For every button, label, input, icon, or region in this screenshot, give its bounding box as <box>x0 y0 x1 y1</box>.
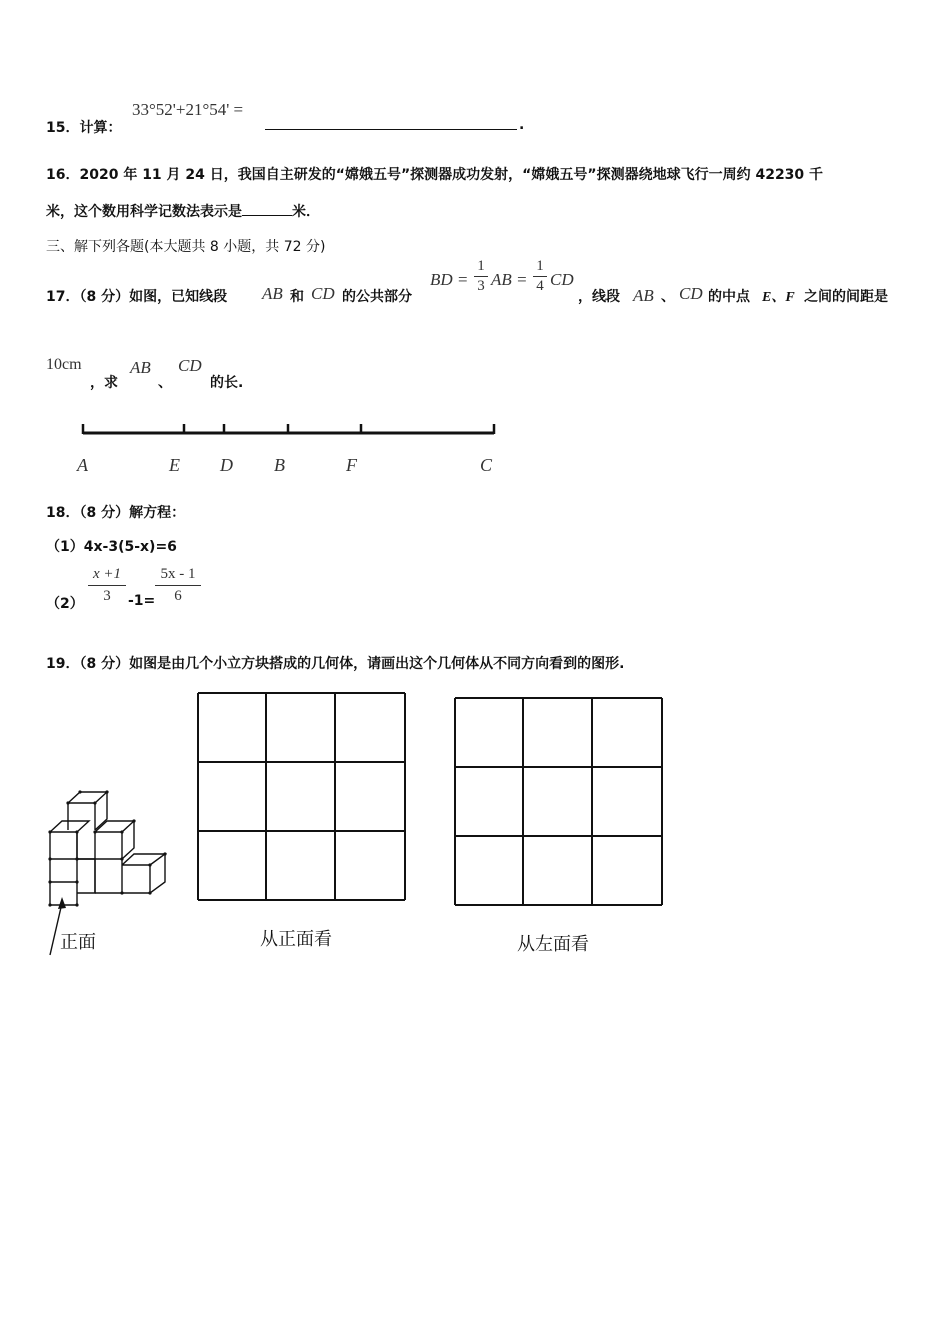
q16-line2 <box>46 201 320 221</box>
cube-mid-left <box>50 821 89 859</box>
q18-part1: （1）4x-3(5-x)=6 <box>46 539 177 555</box>
q17-seg-text: ，线段 <box>578 289 620 305</box>
q17-sep: 、 <box>661 289 675 305</box>
q18-title: 18．（8 分）解方程： <box>46 505 186 521</box>
q16-answer-blank[interactable] <box>242 201 292 216</box>
point-label-c: C <box>480 455 493 475</box>
q17-tail: 的长. <box>210 375 244 391</box>
q17-frac2-num: 1 <box>536 258 544 274</box>
grid-front-view[interactable] <box>195 690 410 905</box>
cube-mid-right <box>95 821 134 859</box>
q17-ab-eq: AB = <box>491 270 528 289</box>
q17-midpoints: 的中点 <box>708 289 750 305</box>
section-3-title: 三、解下列各题(本大题共 8 小题，共 72 分) <box>46 239 326 255</box>
q15-period: . <box>519 117 525 133</box>
q17-segment-diagram <box>70 420 510 480</box>
point-label-e: E <box>169 455 180 475</box>
q18-frac1 <box>88 566 126 605</box>
q19-title: 19．（8 分）如图是由几个小立方块搭成的几何体，请画出这个几何体从不同方向看到的图形. <box>46 656 625 672</box>
q18-part2-label: （2） <box>46 596 84 612</box>
q17-cd2: CD <box>679 284 703 303</box>
q17-frac2 <box>533 258 547 295</box>
q16-line2-text: 米，这个数用科学记数法表示是 <box>46 204 242 220</box>
point-label-a: A <box>77 455 88 475</box>
q17-frac2-bar <box>533 276 547 277</box>
q17-dist: 之间的间距是 <box>804 289 888 305</box>
q16-line2-unit: 米． <box>292 204 320 220</box>
q17-prefix: 17．（8 分）如图，已知线段 <box>46 289 228 305</box>
q16-line1: 16．2020 年 11 月 24 日，我国自主研发的“嫦娥五号”探测器成功发射，“嫦娥五号”探测器绕地球飞行一周约 42230 千 <box>46 167 824 183</box>
q17-and: 和 <box>290 289 304 305</box>
q17-frac1-den: 3 <box>477 278 485 294</box>
front-arrow-head <box>58 897 66 909</box>
q17-common: 的公共部分 <box>342 289 412 305</box>
q17-sep2: 、 <box>158 375 172 391</box>
q18-frac2-num: 5x - 1 <box>160 566 196 582</box>
point-label-f: F <box>346 455 357 475</box>
q17-cd: CD <box>311 284 335 303</box>
cube-bottom-right <box>95 854 165 893</box>
q17-cd3: CD <box>178 356 202 375</box>
point-label-b: B <box>274 455 285 475</box>
q17-frac1-bar <box>474 276 488 277</box>
q18-frac2-den: 6 <box>174 588 182 604</box>
q17-cd-end: CD <box>550 270 574 289</box>
grid-front-caption: 从正面看 <box>260 929 332 950</box>
cube-bottom-left-column <box>50 859 77 905</box>
q17-ab2: AB <box>633 286 654 305</box>
q17-frac1 <box>474 258 488 295</box>
grid-left-caption: 从左面看 <box>517 934 589 955</box>
q18-frac2 <box>155 566 201 605</box>
q15-answer-blank[interactable] <box>265 113 517 130</box>
q17-ef: E、F <box>762 290 795 305</box>
q15-number: 15．计算： <box>46 120 122 136</box>
q17-ab: AB <box>262 284 283 303</box>
point-label-d: D <box>220 455 233 475</box>
grid-left-view[interactable] <box>452 695 667 910</box>
q18-frac2-bar <box>155 585 201 586</box>
front-label: 正面 <box>60 932 96 953</box>
q17-frac1-num: 1 <box>477 258 485 274</box>
q17-bd-eq: BD = <box>430 270 469 289</box>
cube-top <box>68 792 107 830</box>
q15-expression: 33°52'+21°54' = <box>132 100 244 119</box>
q17-ask: ，求 <box>90 375 118 391</box>
q18-frac1-den: 3 <box>103 588 111 604</box>
q18-frac1-num: x +1 <box>92 566 122 582</box>
cube-bottom-middle <box>77 859 95 893</box>
q17-frac2-den: 4 <box>536 278 544 294</box>
q18-frac1-bar <box>88 585 126 586</box>
q18-part2-mid: -1= <box>128 593 156 609</box>
cube-mid-joint <box>77 832 95 859</box>
q17-ab3: AB <box>130 358 151 377</box>
q17-length: 10cm <box>46 356 82 373</box>
